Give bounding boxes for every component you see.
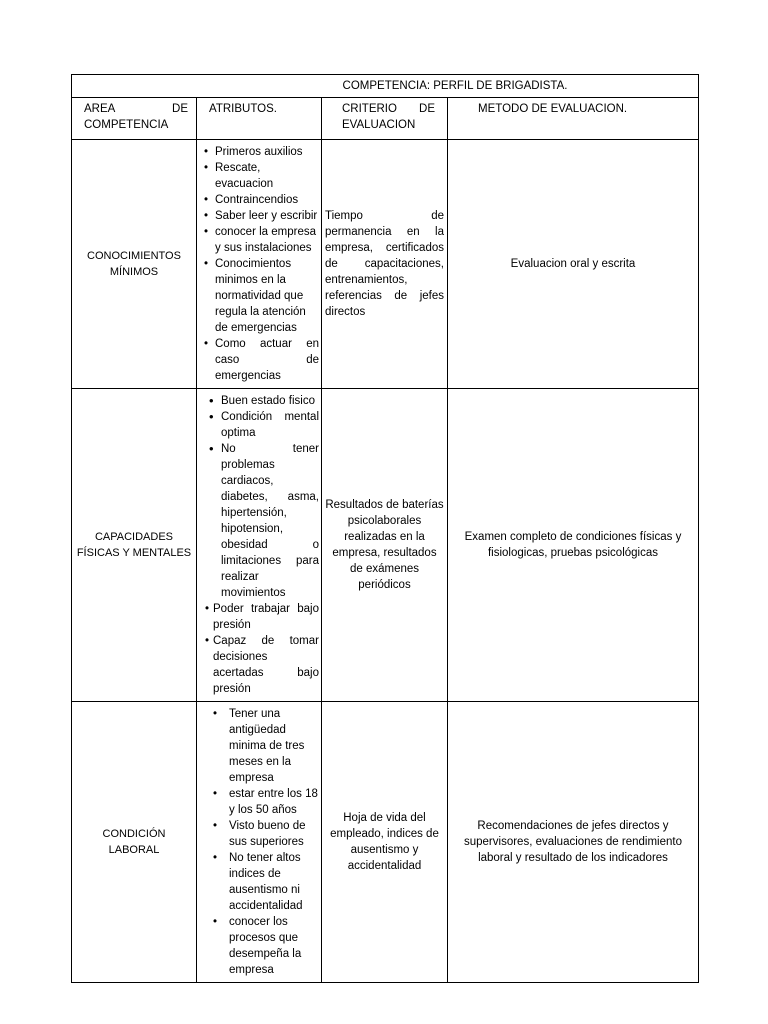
table-title: COMPETENCIA: PERFIL DE BRIGADISTA. — [72, 75, 699, 98]
list-item: • Visto bueno de sus superiores — [203, 818, 319, 850]
attributes-cell — [197, 702, 322, 983]
table-row — [72, 140, 699, 389]
list-item: • Condición mental optima — [203, 409, 319, 441]
area-cell: CONDICIÓN LABORAL — [72, 702, 197, 983]
list-item: • Rescate, evacuacion — [203, 160, 319, 192]
list-item: • Tener una antigüedad minima de tres meses en la empresa — [203, 706, 319, 786]
area-cell: CAPACIDADES FÍSICAS Y MENTALES — [72, 389, 197, 702]
header-area: AREA DE COMPETENCIA — [72, 98, 197, 140]
list-item: • No tener problemas cardiacos, diabetes, asma, hipertensión, hipotension, obesidad o limitaciones para realizar movimientos — [203, 441, 319, 601]
list-item: • Capaz de tomar decisiones acertadas bajo presión — [203, 633, 319, 697]
list-item: • Como actuar en caso de emergencias — [203, 336, 319, 384]
attribute-list — [203, 706, 319, 978]
metodo-cell: Examen completo de condiciones físicas y fisiologicas, pruebas psicológicas — [448, 389, 699, 702]
attribute-list — [203, 144, 319, 384]
criterio-cell: Hoja de vida del empleado, indices de ausentismo y accidentalidad — [322, 702, 448, 983]
header-metodo: METODO DE EVALUACION. — [448, 98, 699, 140]
list-item: • Contraincendios — [203, 192, 319, 208]
attribute-list — [203, 393, 319, 697]
list-item: • conocer los procesos que desempeña la empresa — [203, 914, 319, 978]
competency-table — [71, 74, 699, 983]
metodo-cell: Evaluacion oral y escrita — [448, 140, 699, 389]
list-item: • conocer la empresa y sus instalaciones — [203, 224, 319, 256]
header-criterio: CRITERIO DE EVALUACION — [322, 98, 448, 140]
attributes-cell — [197, 389, 322, 702]
list-item: • Primeros auxilios — [203, 144, 319, 160]
list-item: • Buen estado fisico — [203, 393, 319, 409]
list-item: • Poder trabajar bajo presión — [203, 601, 319, 633]
table-row — [72, 702, 699, 983]
attributes-cell — [197, 140, 322, 389]
header-row — [72, 98, 699, 140]
list-item: • No tener altos indices de ausentismo ni accidentalidad — [203, 850, 319, 914]
table-row — [72, 389, 699, 702]
criterio-cell: Resultados de baterías psicolaborales realizadas en la empresa, resultados de exámenes periódicos — [322, 389, 448, 702]
area-cell: CONOCIMIENTOS MÍNIMOS — [72, 140, 197, 389]
list-item: • Conocimientos minimos en la normatividad que regula la atención de emergencias — [203, 256, 319, 336]
criterio-cell: Tiempo de permanencia en la empresa, certificados de capacitaciones, entrenamientos, referencias de jefes directos — [322, 140, 448, 389]
list-item: • estar entre los 18 y los 50 años — [203, 786, 319, 818]
metodo-cell: Recomendaciones de jefes directos y supervisores, evaluaciones de rendimiento laboral y resultado de los indicadores — [448, 702, 699, 983]
list-item: • Saber leer y escribir — [203, 208, 319, 224]
header-atributos: ATRIBUTOS. — [197, 98, 322, 140]
